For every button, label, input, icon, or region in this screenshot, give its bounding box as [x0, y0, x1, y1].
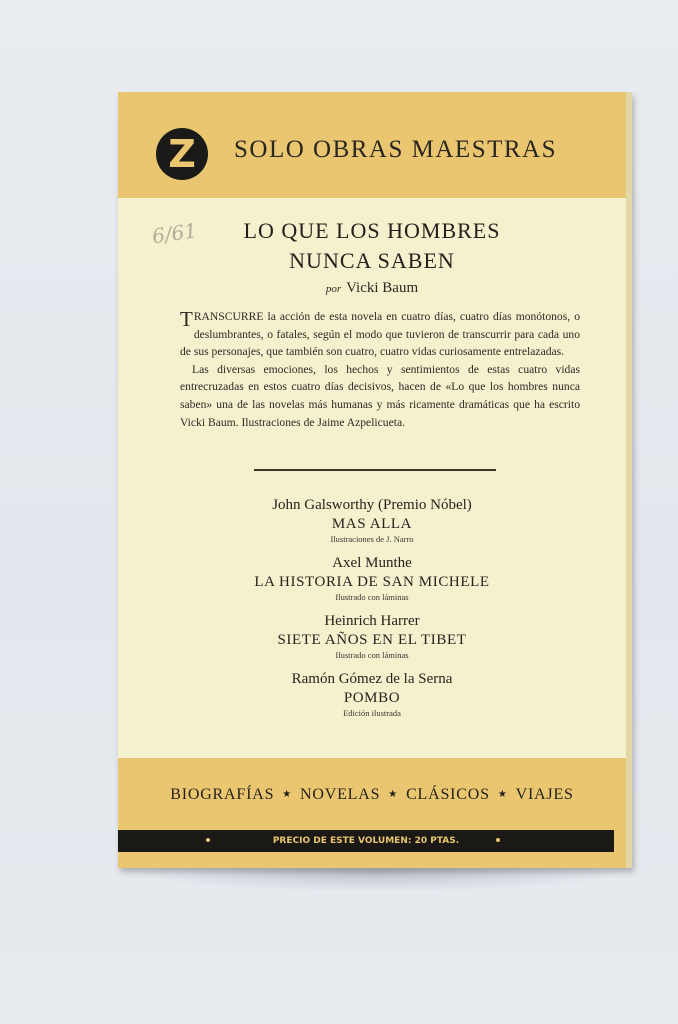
catalog-note: Ilustrado con láminas: [335, 592, 409, 602]
catalog-list: [118, 496, 626, 728]
dropcap: T: [180, 307, 193, 331]
blurb-paragraph-2: Las diversas emociones, los hechos y sentimientos de estas cuatro vidas entrecruzadas en estos cuatro días decisivos, hacen de «Lo que los hombres nunca saben» una de las novelas más humanas y más ricamente dramáticas que ha escrito Vicki Baum. Ilustraciones de Jaime Azpelicueta.: [180, 362, 580, 429]
handwritten-note: 6/61: [150, 218, 199, 249]
publisher-logo: Z: [156, 128, 208, 180]
catalog-note: Ilustraciones de J. Narro: [330, 534, 414, 544]
catalog-author: Heinrich Harrer: [324, 613, 420, 629]
price-bar: [118, 830, 614, 852]
book-title-line1: LO QUE LOS HOMBRES: [243, 218, 501, 243]
catalog-note: Edición ilustrada: [343, 708, 401, 718]
catalog-author: Axel Munthe: [332, 555, 412, 571]
genre-biografias: BIOGRAFÍAS: [170, 786, 275, 803]
genre-separator: ★: [497, 789, 508, 800]
author-name: Vicki Baum: [346, 280, 419, 296]
top-band: [118, 92, 626, 198]
catalog-title: MAS ALLA: [331, 516, 413, 532]
genre-separator: ★: [388, 789, 399, 800]
catalog-author: Ramón Gómez de la Serna: [291, 671, 453, 687]
bottom-band: [118, 758, 626, 868]
catalog-title: SIETE AÑOS EN EL TIBET: [277, 632, 467, 648]
catalog-entry: [118, 554, 626, 603]
genre-novelas: NOVELAS: [300, 786, 381, 803]
catalog-title: LA HISTORIA DE SAN MICHELE: [254, 574, 490, 590]
catalog-entry: [118, 670, 626, 719]
book-back-cover: [118, 92, 632, 868]
blurb-text-1: RANSCURRE la acción de esta novela en cuatro días, cuatro días monótonos, o deslumbrantes, o fatales, según el modo que tuvieron de transcurrir para cada uno de sus personajes, que también son cuatro, cuatro vidas curiosamente entrelazadas.: [180, 310, 580, 359]
catalog-entry: [118, 612, 626, 661]
catalog-title: POMBO: [343, 690, 401, 706]
catalog-author: John Galsworthy (Premio Nóbel): [272, 497, 472, 513]
series-title: SOLO OBRAS MAESTRAS: [234, 136, 558, 163]
catalog-entry: [118, 496, 626, 545]
blurb-paragraph-1: [180, 308, 580, 361]
byline: [118, 280, 626, 297]
price-bar-dot: [496, 838, 500, 842]
genre-list: [118, 786, 626, 804]
price-text: PRECIO DE ESTE VOLUMEN: 20 PTAS.: [272, 836, 460, 846]
genre-separator: ★: [282, 789, 293, 800]
book-title-line2: NUNCA SABEN: [289, 248, 455, 273]
genre-viajes: VIAJES: [515, 786, 574, 803]
blurb: [180, 308, 580, 431]
divider-rule: [254, 469, 496, 471]
byline-por: por: [325, 283, 342, 295]
genre-clasicos: CLÁSICOS: [406, 786, 490, 803]
book-title: [118, 216, 626, 276]
catalog-note: Ilustrado con láminas: [335, 650, 409, 660]
